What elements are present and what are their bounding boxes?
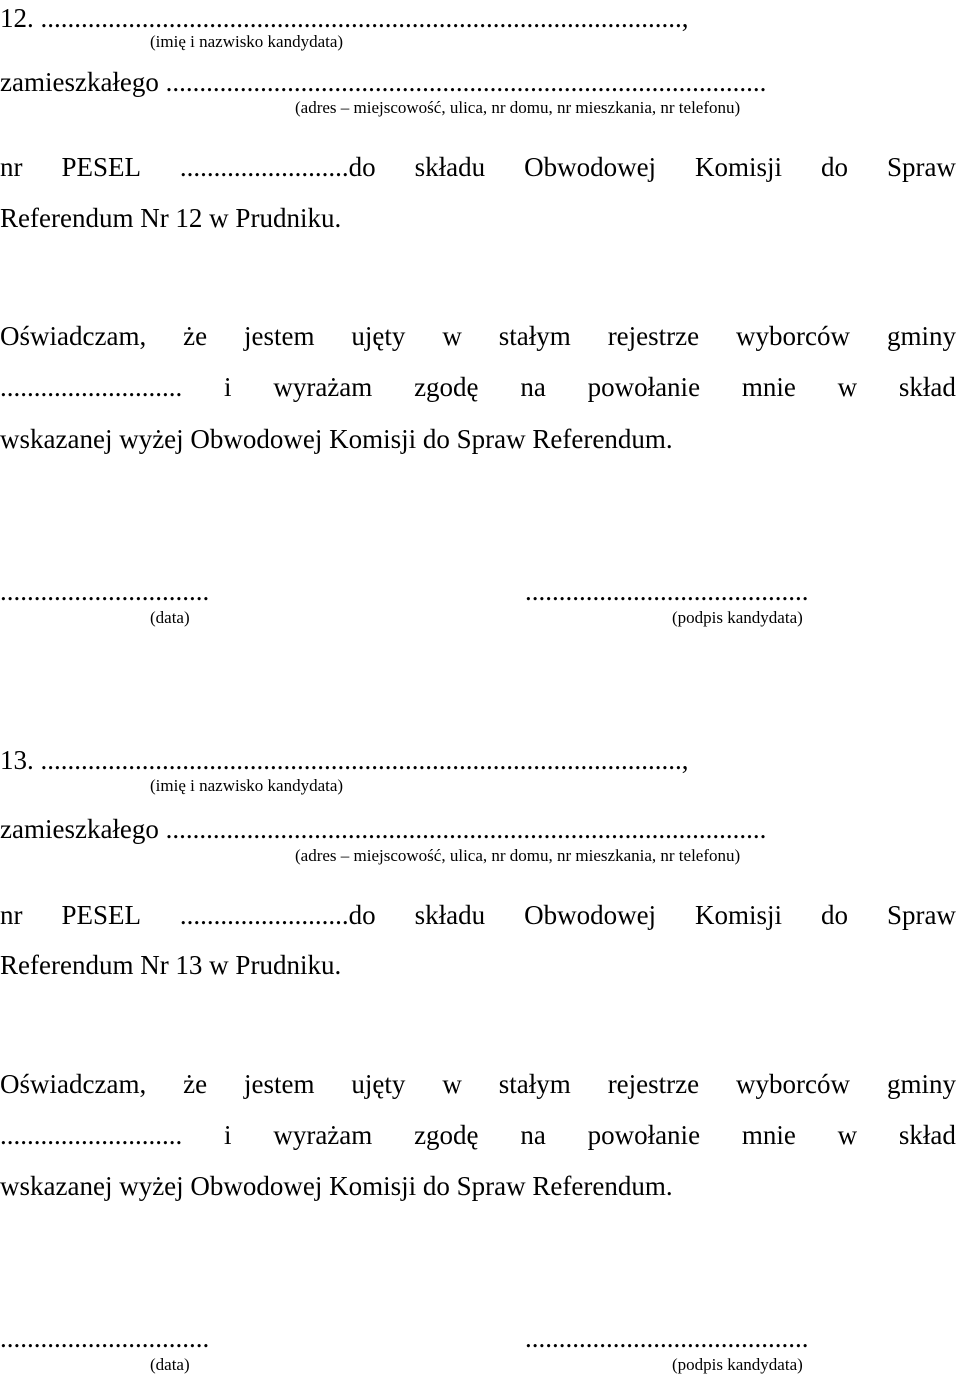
- address-caption: (adres – miejscowość, ulica, nr domu, nr mieszkania, nr telefonu): [295, 846, 741, 865]
- declaration-word: że: [183, 1069, 208, 1099]
- signature-field: ..........................................: [525, 1323, 809, 1353]
- pesel-word: .........................do: [179, 152, 376, 182]
- declaration-word: i: [224, 1120, 232, 1150]
- declaration-word: stałym: [498, 321, 571, 351]
- referendum-line: Referendum Nr 12 w Prudniku.: [0, 203, 342, 233]
- declaration-word: Oświadczam,: [0, 321, 147, 351]
- declaration-word: skład: [898, 372, 956, 402]
- declaration-word: i: [224, 372, 232, 402]
- declaration-word: stałym: [498, 1069, 571, 1099]
- pesel-line: [0, 899, 956, 931]
- pesel-word: składu: [414, 900, 486, 930]
- date-caption: (data): [150, 608, 190, 627]
- declaration-word: w: [442, 1069, 462, 1099]
- candidate-name-line: 13. ...............................................................................................,: [0, 745, 689, 775]
- declaration-word: ...........................: [0, 1120, 183, 1150]
- pesel-word: Spraw: [886, 900, 956, 930]
- address-line: zamieszkałego .........................................................................................: [0, 67, 767, 97]
- pesel-word: PESEL: [61, 152, 141, 182]
- declaration-word: powołanie: [587, 372, 701, 402]
- pesel-word: do: [820, 900, 848, 930]
- declaration-word: powołanie: [587, 1120, 701, 1150]
- declaration-word: jestem: [244, 321, 315, 351]
- declaration-word: gminy: [886, 1069, 956, 1099]
- declaration-word: wyborców: [736, 321, 851, 351]
- declaration-word: wyrażam: [273, 1120, 373, 1150]
- declaration-word: Oświadczam,: [0, 1069, 147, 1099]
- pesel-word: Komisji: [695, 900, 783, 930]
- declaration-word: wyborców: [736, 1069, 851, 1099]
- declaration-word: że: [183, 321, 208, 351]
- declaration-word: na: [520, 1120, 546, 1150]
- declaration-line-3: wskazanej wyżej Obwodowej Komisji do Spraw Referendum.: [0, 424, 673, 454]
- pesel-word: Spraw: [886, 152, 956, 182]
- declaration-word: ujęty: [351, 321, 406, 351]
- declaration-word: rejestrze: [607, 1069, 700, 1099]
- declaration-word: w: [837, 1120, 858, 1150]
- signature-caption: (podpis kandydata): [672, 608, 803, 627]
- pesel-word: do: [820, 152, 848, 182]
- referendum-line: Referendum Nr 13 w Prudniku.: [0, 950, 342, 980]
- declaration-word: skład: [898, 1120, 956, 1150]
- declaration-word: jestem: [244, 1069, 315, 1099]
- declaration-line-2: [0, 1119, 956, 1151]
- declaration-line-1: [0, 1068, 956, 1100]
- signature-caption: (podpis kandydata): [672, 1355, 803, 1374]
- declaration-word: ujęty: [351, 1069, 406, 1099]
- pesel-word: PESEL: [61, 900, 141, 930]
- declaration-word: ...........................: [0, 372, 183, 402]
- address-line: zamieszkałego .........................................................................................: [0, 814, 767, 844]
- pesel-word: nr: [0, 900, 23, 930]
- declaration-word: rejestrze: [607, 321, 700, 351]
- declaration-word: w: [837, 372, 858, 402]
- declaration-line-3: wskazanej wyżej Obwodowej Komisji do Spraw Referendum.: [0, 1171, 673, 1201]
- declaration-word: wyrażam: [273, 372, 373, 402]
- declaration-word: w: [442, 321, 462, 351]
- date-field: ...............................: [0, 1323, 210, 1353]
- pesel-word: Obwodowej: [524, 900, 657, 930]
- declaration-word: gminy: [886, 321, 956, 351]
- candidate-name-line: 12. ...............................................................................................,: [0, 3, 689, 33]
- declaration-word: na: [520, 372, 546, 402]
- address-caption: (adres – miejscowość, ulica, nr domu, nr mieszkania, nr telefonu): [295, 98, 741, 117]
- pesel-line: [0, 151, 956, 183]
- name-caption: (imię i nazwisko kandydata): [150, 776, 344, 795]
- declaration-word: zgodę: [414, 1120, 479, 1150]
- signature-field: ..........................................: [525, 576, 809, 606]
- declaration-word: zgodę: [414, 372, 479, 402]
- declaration-word: mnie: [741, 1120, 796, 1150]
- declaration-word: mnie: [741, 372, 796, 402]
- pesel-word: Komisji: [695, 152, 783, 182]
- date-caption: (data): [150, 1355, 190, 1374]
- pesel-word: składu: [414, 152, 486, 182]
- declaration-line-2: [0, 371, 956, 403]
- date-field: ...............................: [0, 576, 210, 606]
- pesel-word: .........................do: [179, 900, 376, 930]
- pesel-word: nr: [0, 152, 23, 182]
- pesel-word: Obwodowej: [524, 152, 657, 182]
- declaration-line-1: [0, 320, 956, 352]
- name-caption: (imię i nazwisko kandydata): [150, 32, 344, 51]
